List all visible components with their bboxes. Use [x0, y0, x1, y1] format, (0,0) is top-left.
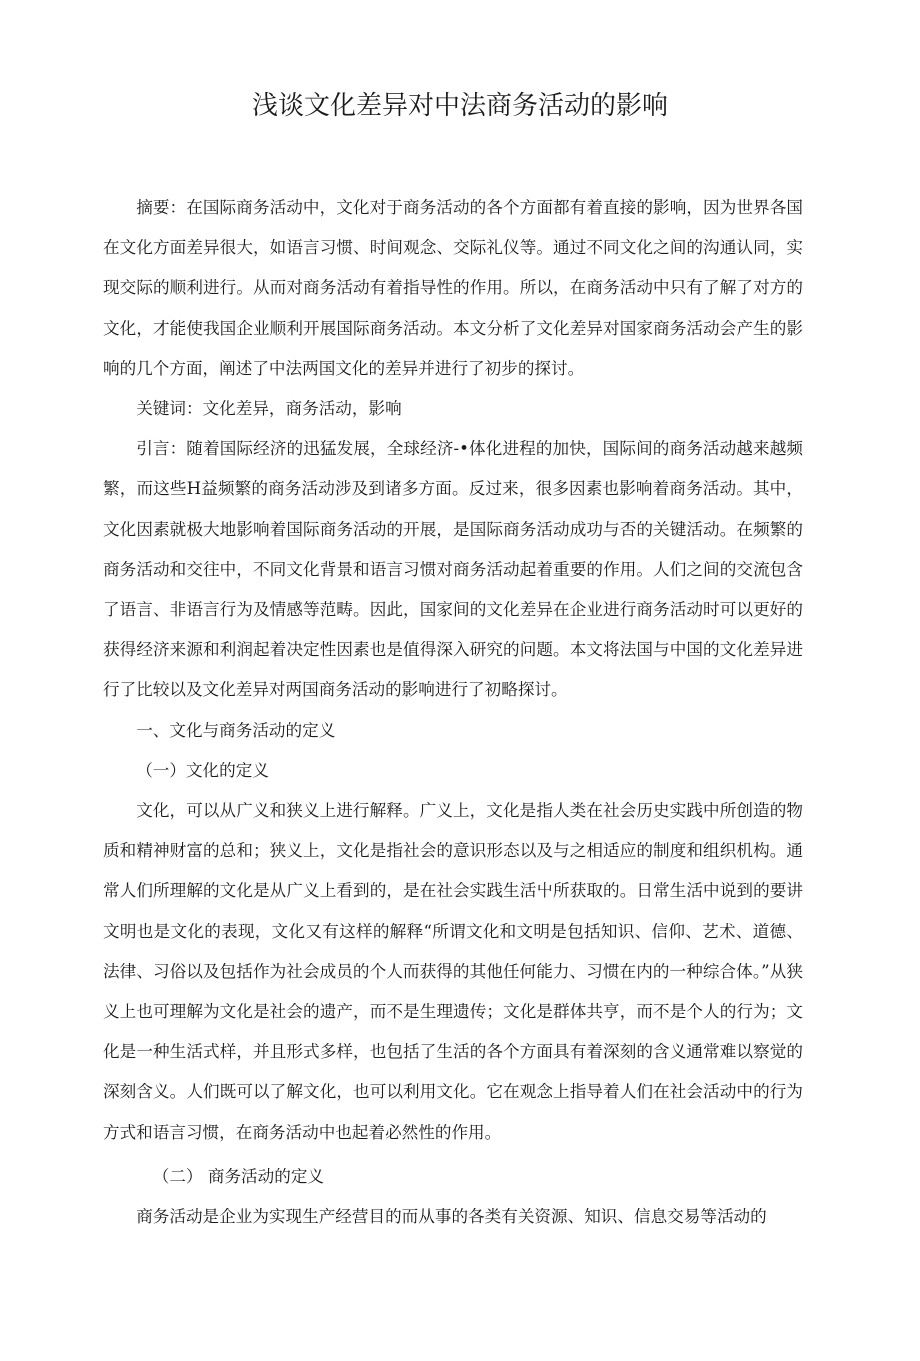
abstract-paragraph: 摘要：在国际商务活动中，文化对于商务活动的各个方面都有着直接的影响，因为世界各国在文化方面差异很大，如语言习惯、时间观念、交际礼仪等。通过不同文化之间的沟通认同，实现交际的顺利进行。从而对商务活动有着指导性的作用。所以，在商务活动中只有了解了对方的文化，才能使我国企业顺利开展国际商务活动。本文分析了文化差异对国家商务活动会产生的影响的几个方面，阐述了中法两国文化的差异并进行了初步的探讨。: [103, 198, 803, 378]
keywords-paragraph: 关键词：文化差异，商务活动，影响: [136, 399, 402, 419]
introduction-paragraph: 引言：随着国际经济的迅猛发展，全球经济-•体化进程的加快，国际间的商务活动越来越频繁，而这些H益频繁的商务活动涉及到诸多方面。反过来，很多因素也影响着商务活动。其中，文化因素就极大地影响着国际商务活动的开展，是国际商务活动成功与否的关键活动。在频繁的商务活动和交往中，不同文化背景和语言习惯对商务活动起着重要的作用。人们之间的交流包含了语言、非语言行为及情感等范畴。因此，国家间的文化差异在企业进行商务活动时可以更好的获得经济来源和利润起着决定性因素也是值得深入研究的问题。本文将法国与中国的文化差异进行了比较以及文化差异对两国商务活动的影响进行了初略探讨。: [103, 439, 803, 700]
subsection-heading-1: （一）文化的定义: [136, 760, 269, 780]
document-body: [103, 188, 803, 1237]
section-heading-1: 一、文化与商务活动的定义: [136, 720, 336, 740]
subsection-heading-2: （二） 商务活动的定义: [152, 1166, 325, 1186]
culture-definition-paragraph: 文化，可以从广义和狭义上进行解释。广义上，文化是指人类在社会历史实践中所创造的物质和精神财富的总和；狭义上，文化是指社会的意识形态以及与之相适应的制度和组织机构。通常人们所理解的文化是从广义上看到的，是在社会实践生活屮所获取的。日常生活中说到的要讲文明也是文化的表现，文化又有这样的解释“所谓文化和文明是包括知识、信仰、艺术、道德、法律、习俗以及包括作为社会成员的个人而获得的其他任何能力、习惯在内的一种综合体。”从狭义上也可理解为文化是社会的遗产，而不是生理遗传；文化是群体共亨，而不是个人的行为；文化是一种生活式样，并且形式多样，也包括了生活的各个方面具有着深刻的含义通常难以察觉的深刻含义。人们既可以了解文化，也可以利用文化。它在观念上指导着人们在社会活动中的行为方式和语言习惯，在商务活动中也起着必然性的作用。: [103, 801, 803, 1142]
business-definition-paragraph: 商务活动是企业为实现生产经营目的而从事的各类有关资源、知识、信息交易等活动的: [136, 1207, 767, 1227]
document-title: 浅谈文化差异对中法商务活动的影响: [251, 91, 668, 121]
